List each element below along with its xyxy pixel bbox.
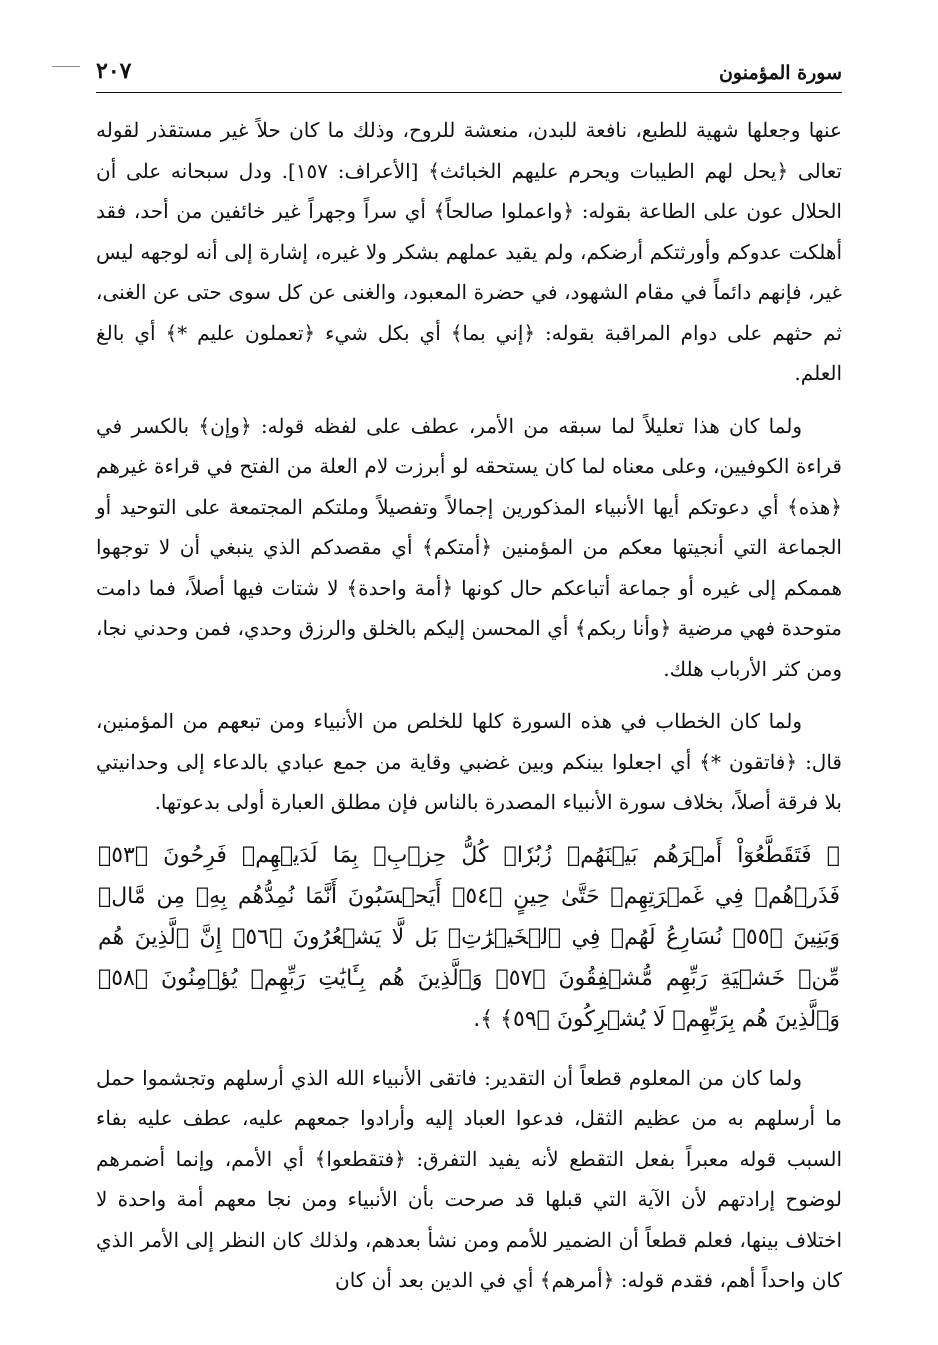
- quran-verses: ﴿ فَتَقَطَّعُوٓاْ أَمۡرَهُم بَيۡنَهُمۡ زُبُرٗاۖ كُلُّ حِزۡبِۭ بِمَا لَدَيۡهِمۡ فَرِحُونَ ﴿٥٣﴾ فَذَرۡهُمۡ فِي غَمۡرَتِهِمۡ حَتَّىٰ حِينٍ ﴿٥٤﴾ أَيَحۡسَبُونَ أَنَّمَا نُمِدُّهُم بِهِۦ مِن مَّالٖ وَبَنِينَ ﴿٥٥﴾ نُسَارِعُ لَهُمۡ فِي ٱلۡخَيۡرَٰتِۚ بَل لَّا يَشۡعُرُونَ ﴿٥٦﴾ إِنَّ ٱلَّذِينَ هُم مِّنۡ خَشۡيَةِ رَبِّهِم مُّشۡفِقُونَ ﴿٥٧﴾ وَٱلَّذِينَ هُم بِـَٔايَٰتِ رَبِّهِمۡ يُؤۡمِنُونَ ﴿٥٨﴾ وَٱلَّذِينَ هُم بِرَبِّهِمۡ لَا يُشۡرِكُونَ ﴿٥٩﴾ ﴾.: [98, 842, 840, 1032]
- page-header: [96, 58, 842, 92]
- paragraph-1: عنها وجعلها شهية للطبع، نافعة للبدن، منعشة للروح، وذلك ما كان حلاً غير مستقذر لقوله تعالى ﴿يحل لهم الطيبات ويحرم عليهم الخبائث﴾ [الأعراف: ١٥٧]. ودل سبحانه على أن الحلال عون على الطاعة بقوله: ﴿واعملوا صالحاً﴾ أي سراً وجهراً غير خائفين من أحد، فقد أهلكت عدوكم وأورثتكم أرضكم، ولم يقيد عملهم بشكر ولا غيره، إشارة إلى أنه لوجهه ليس غير، فإنهم دائماً في مقام الشهود، في حضرة المعبود، والغنى عن كل سوى حتى عن الغنى، ثم حثهم على دوام المراقبة بقوله: ﴿إني بما﴾ أي بكل شيء ﴿تعملون عليم *﴾ أي بالغ العلم.: [96, 118, 842, 385]
- paragraph-4: ولما كان من المعلوم قطعاً أن التقدير: فاتقى الأنبياء الله الذي أرسلهم وتجشموا حمل ما أرسلهم به من عظيم الثقل، فدعوا العباد إليه وأرادوا جمعهم عليه، عطف عليه بفاء السبب قوله معبراً بفعل التقطع لأنه يفيد التفرق: ﴿فتقطعوا﴾ أي الأمم، وإنما أضمرهم لوضوح إرادتهم لأن الآية التي قبلها قد صرحت بأن الأنبياء ومن نجا معهم أمة واحدة لا اختلاف بينها، فعلم قطعاً أن الضمير للأمم ومن نشأ بعدهم، ولذلك كان النظر إلى الأمر الذي كان واحداً أهم، فقدم قوله: ﴿أمرهم﴾ أي في الدين بعد أن كان: [96, 1065, 842, 1292]
- running-title: سورة المؤمنون: [718, 62, 842, 84]
- paragraph-2: ولما كان هذا تعليلاً لما سبقه من الأمر، عطف على لفظه قوله: ﴿وإن﴾ بالكسر في قراءة الكوفيين، وعلى معناه لما كان يستحقه لو أبرزت لام العلة من الفتح في قراءة غيرهم ﴿هذه﴾ أي دعوتكم أيها الأنبياء المذكورين إجمالاً وتفصيلاً وملتكم المجتمعة على التوحيد أو الجماعة التي أنجيتها معكم من المؤمنين ﴿أمتكم﴾ أي مقصدكم الذي ينبغي أن لا توجهوا هممكم إلى غيره أو جماعة أتباعكم حال كونها ﴿أمة واحدة﴾ لا شتات فيها أصلاً، فما دامت متوحدة فهي مرضية ﴿وأنا ربكم﴾ أي المحسن إليكم بالخلق والرزق وحدي، فمن وحدني نجا، ومن كثر الأرباب هلك.: [96, 413, 842, 681]
- page-number: ٢٠٧: [96, 58, 132, 84]
- corner-mark: [52, 66, 80, 67]
- paragraph-3: ولما كان الخطاب في هذه السورة كلها للخلص من الأنبياء ومن تبعهم من المؤمنين، قال: ﴿فاتقون *﴾ أي اجعلوا بينكم وبين غضبي وقاية من جمع عبادي بالدعاء إلى وحدانيتي بلا فرقة أصلاً، بخلاف سورة الأنبياء المصدرة بالناس فإن مطلق العبارة أولى بدعوتها.: [96, 709, 842, 814]
- header-rule: [96, 92, 842, 93]
- body-text: [96, 110, 842, 1313]
